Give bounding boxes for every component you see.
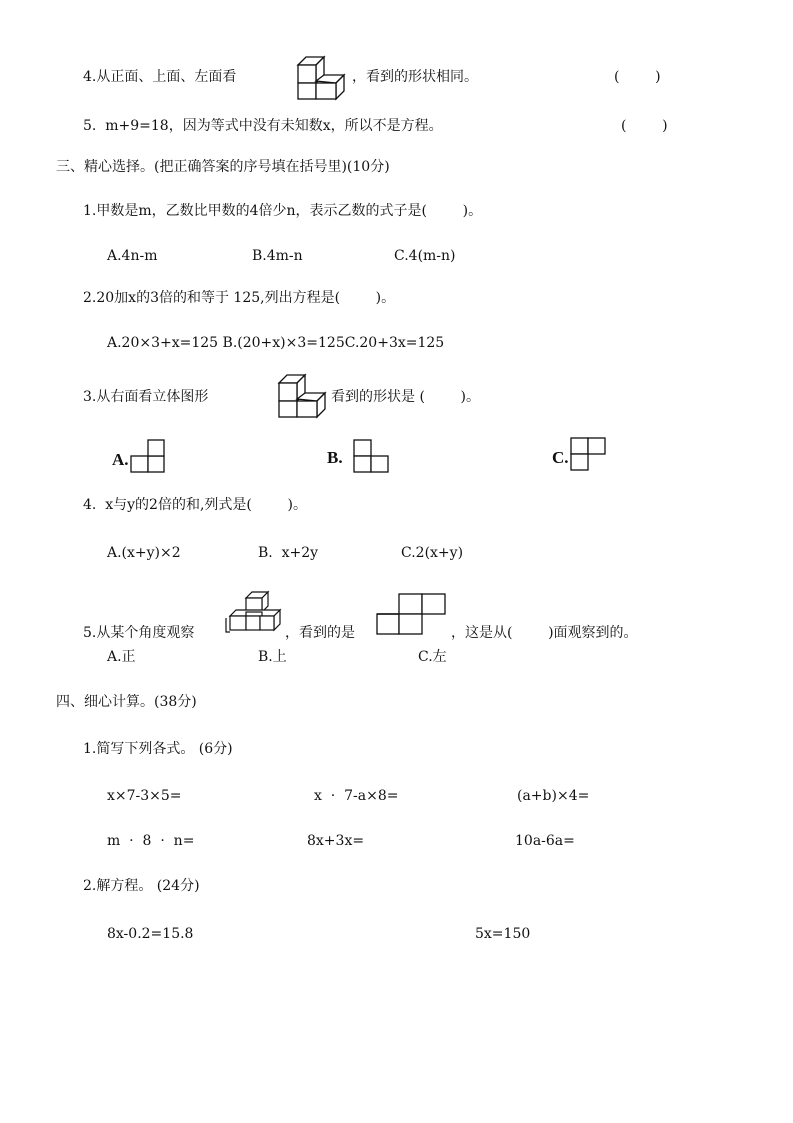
choice-q1-text: 1.甲数是m，乙数比甲数的4倍少n，表示乙数的式子是( )。 <box>83 203 483 219</box>
section3-title: 三、精心选择。(把正确答案的序号填在括号里)(10分) <box>56 159 390 175</box>
choice-q3-text: 3.从右面看立体图形 <box>83 389 209 405</box>
view-shape-b <box>353 438 391 474</box>
calc2-title: 2.解方程。 (24分) <box>83 878 200 894</box>
cube-stack-figure-1 <box>296 55 348 101</box>
choice-q1-option-a[interactable]: A.4n-m <box>107 248 158 264</box>
calc1-item: m · 8 · n= <box>107 833 195 849</box>
choice-q3-option-b[interactable]: B. <box>327 448 343 467</box>
choice-q4-option-a[interactable]: A.(x+y)×2 <box>107 545 181 561</box>
equation-item: 5x=150 <box>475 926 531 942</box>
cube-stack-figure-2 <box>277 373 329 419</box>
choice-q5-suffix: ，这是从( )面观察到的。 <box>451 625 638 641</box>
choice-q4-option-c[interactable]: C.2(x+y) <box>401 545 464 561</box>
judge-q4-suffix: ，看到的形状相同。 <box>352 69 478 85</box>
calc1-title: 1.简写下列各式。 (6分) <box>83 741 233 757</box>
choice-q4-text: 4. x与y的2倍的和,列式是( )。 <box>83 497 307 513</box>
choice-q5-text: 5.从某个角度观察 <box>83 625 195 641</box>
choice-q2-options[interactable]: A.20×3+x=125 B.(20+x)×3=125C.20+3x=125 <box>107 335 445 351</box>
choice-q5-option-a[interactable]: A.正 <box>107 649 136 665</box>
calc1-item: 8x+3x= <box>307 833 365 849</box>
choice-q3-option-a[interactable]: A. <box>112 450 129 469</box>
view-shape-c <box>569 436 609 472</box>
choice-q2-text: 2.20加x的3倍的和等于 125,列出方程是( )。 <box>83 290 396 306</box>
view-shape-a <box>130 438 166 474</box>
observed-view-figure <box>375 592 447 636</box>
judge-q5-text: 5. m+9=18，因为等式中没有未知数x，所以不是方程。 <box>83 118 443 134</box>
choice-q3-suffix: 看到的形状是 ( )。 <box>331 389 480 405</box>
choice-q5-option-b[interactable]: B.上 <box>258 649 287 665</box>
calc1-item: x×7-3×5= <box>107 788 182 804</box>
judge-q5-answer-paren[interactable]: ( ) <box>621 118 668 134</box>
judge-q4-answer-paren[interactable]: ( ) <box>614 69 661 85</box>
choice-q3-option-c[interactable]: C. <box>552 448 569 467</box>
calc1-item: (a+b)×4= <box>517 788 590 804</box>
choice-q1-option-c[interactable]: C.4(m-n) <box>394 248 456 264</box>
section4-title: 四、细心计算。(38分) <box>56 694 197 710</box>
choice-q5-mid: ，看到的是 <box>285 625 355 641</box>
choice-q4-option-b[interactable]: B. x+2y <box>258 545 319 561</box>
choice-q5-option-c[interactable]: C.左 <box>418 649 447 665</box>
equation-item: 8x-0.2=15.8 <box>107 926 194 942</box>
calc1-item: x · 7-a×8= <box>314 788 399 804</box>
cube-arrangement-figure <box>224 590 286 636</box>
calc1-item: 10a-6a= <box>515 833 575 849</box>
choice-q1-option-b[interactable]: B.4m-n <box>252 248 303 264</box>
judge-q4-text: 4.从正面、上面、左面看 <box>83 69 237 85</box>
